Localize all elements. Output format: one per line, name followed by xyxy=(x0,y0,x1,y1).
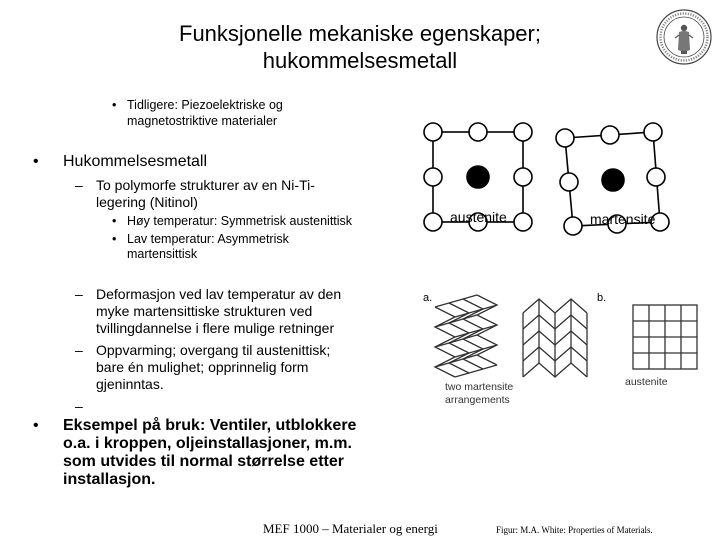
bullet-2-marker: • xyxy=(33,417,39,434)
sub-1b-line-1: Lav temperatur: Asymmetrisk xyxy=(127,232,289,246)
bullet-2-line-2: o.a. i kroppen, oljeinstallasjoner, m.m. xyxy=(63,435,352,452)
sub-3-line-3: gjeninntas. xyxy=(96,376,164,392)
caption-martensite-line-1: two martensite xyxy=(445,381,514,393)
sub-1b-line-2: martensittisk xyxy=(127,247,198,261)
sub-2-line-3: tvillingdannelse i flere mulige retninger xyxy=(96,320,335,336)
sub-1b-dot: • xyxy=(112,232,117,246)
slide-title xyxy=(120,20,600,74)
sub-1-line-1: To polymorfe strukturer av en Ni-Ti- xyxy=(96,177,315,193)
intro-bullet-marker: • xyxy=(112,98,117,112)
title-line-1: Funksjonelle mekaniske egenskaper; xyxy=(179,21,541,46)
intro-text-line-2: magnetostriktive materialer xyxy=(127,114,278,128)
bullet-2-line-4: installasjon. xyxy=(63,471,156,488)
martensite-grid-2 xyxy=(523,299,587,377)
empty-sub-dash: – xyxy=(75,398,83,414)
deformation-figure xyxy=(415,285,715,415)
footer-course: MEF 1000 – Materialer og energi xyxy=(263,521,438,536)
bullet-2-line-1: Eksempel på bruk: Ventiler, utblokkere xyxy=(63,417,357,434)
sub-2-dash: – xyxy=(75,286,83,302)
crystal-structure-figure xyxy=(415,100,720,250)
sub-3-line-2: bare én mulighet; opprinnelig form xyxy=(96,359,309,375)
sub-3-line-1: Oppvarming; overgang til austenittisk; xyxy=(96,342,331,358)
sub-1a-text: Høy temperatur: Symmetrisk austenittisk xyxy=(127,214,353,228)
caption-martensite-line-2: arrangements xyxy=(445,394,510,406)
sub-1-line-2: legering (Nitinol) xyxy=(96,194,198,210)
bullet-2-line-3: som utvides til normal størrelse etter xyxy=(63,453,344,470)
sub-2-line-2: myke martensittiske strukturen ved xyxy=(96,303,313,319)
title-line-2: hukommelsesmetall xyxy=(262,48,458,73)
bullet-1-marker: • xyxy=(33,153,39,170)
footer-figure-credit: Figur: M.A. White: Properties of Materials. xyxy=(496,525,653,535)
austenite-grid xyxy=(633,305,697,369)
sub-2-line-1: Deformasjon ved lav temperatur av den xyxy=(96,286,342,302)
sub-1-dash: – xyxy=(75,177,83,193)
austenite-label: austenite xyxy=(450,209,507,225)
twinned-martensite-grid xyxy=(435,295,497,377)
sub-1a-dot: • xyxy=(112,214,117,228)
caption-austenite: austenite xyxy=(625,376,668,388)
figure-label-b: b. xyxy=(597,292,607,304)
bullet-1-heading: Hukommelsesmetall xyxy=(63,153,208,170)
martensite-label: martensite xyxy=(590,211,656,227)
figure-label-a: a. xyxy=(423,292,433,304)
sub-3-dash: – xyxy=(75,342,83,358)
university-seal-logo xyxy=(655,8,713,66)
intro-text-line-1: Tidligere: Piezoelektriske og xyxy=(127,98,283,112)
